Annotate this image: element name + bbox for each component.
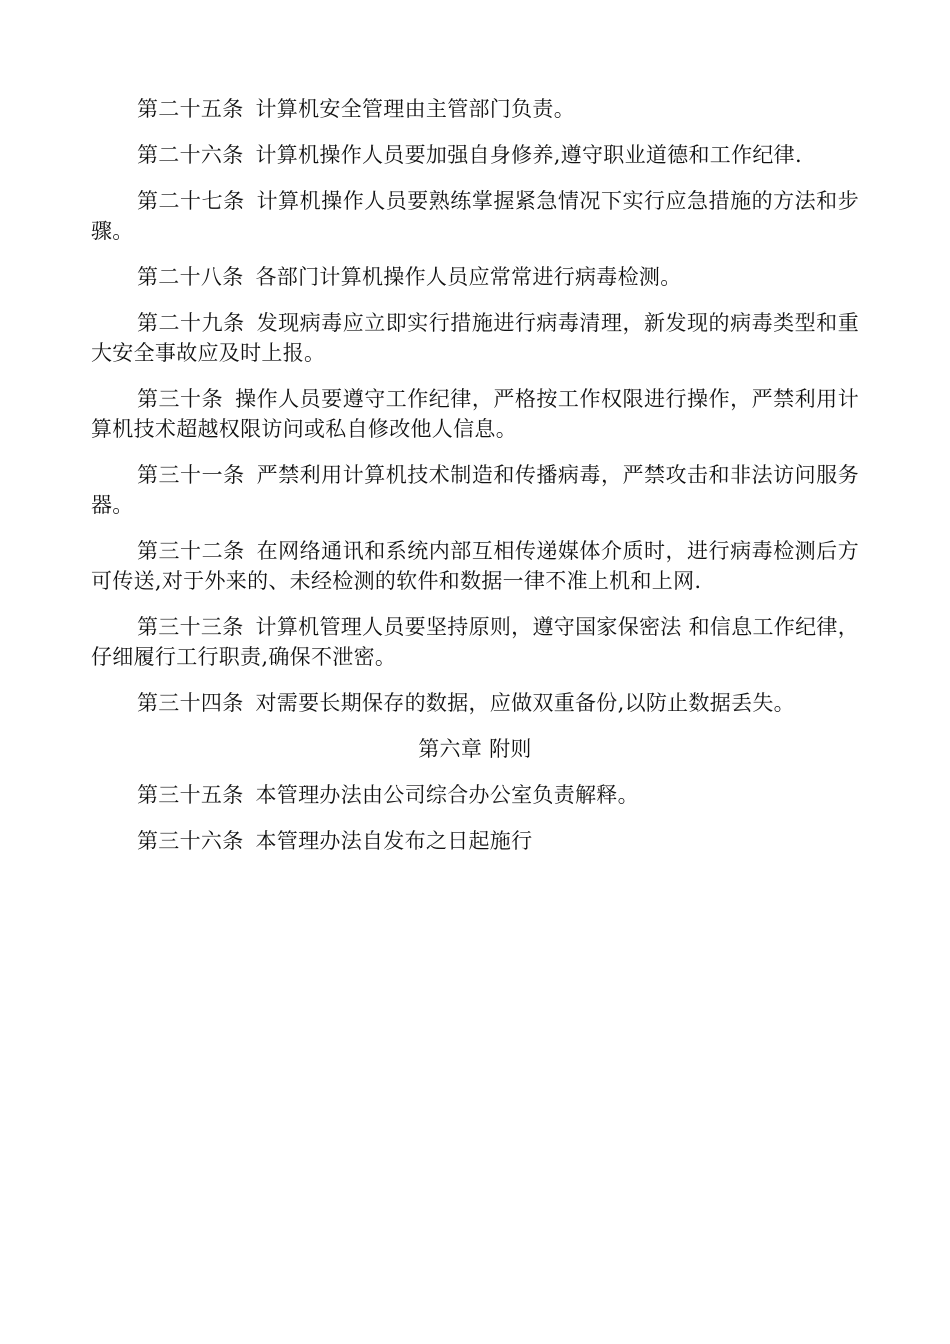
article-text: 各部门计算机操作人员应常常进行病毒检测。 xyxy=(255,265,682,289)
document-body xyxy=(91,94,859,872)
article-text: 在网络通讯和系统内部互相传递媒体介质时，进行病毒检测后方可传送,对于外来的、未经检测的软件和数据一律不准上机和上网. xyxy=(91,539,859,593)
article-text: 计算机管理人员要坚持原则，遵守国家保密法 和信息工作纪律，仔细履行工行职责,确保不泄密。 xyxy=(91,615,860,669)
article-35 xyxy=(91,780,859,810)
chapter-heading: 第六章 附则 xyxy=(418,737,532,761)
article-text: 计算机操作人员要加强自身修养,遵守职业道德和工作纪律. xyxy=(255,143,802,167)
article-number: 第三十六条 xyxy=(137,829,244,853)
article-25 xyxy=(91,94,859,124)
article-number: 第二十八条 xyxy=(137,265,244,289)
article-number: 第二十七条 xyxy=(137,189,245,213)
article-33 xyxy=(91,612,859,672)
article-29 xyxy=(91,308,859,368)
article-number: 第三十条 xyxy=(137,387,224,411)
article-26 xyxy=(91,140,859,170)
article-27 xyxy=(91,186,859,246)
article-text: 本管理办法由公司综合办公室负责解释。 xyxy=(255,783,639,807)
article-number: 第二十九条 xyxy=(137,311,245,335)
article-36 xyxy=(91,826,859,856)
article-text: 发现病毒应立即实行措施进行病毒清理，新发现的病毒类型和重大安全事故应及时上报。 xyxy=(91,311,859,365)
article-31 xyxy=(91,460,859,520)
article-number: 第三十二条 xyxy=(137,539,245,563)
article-text: 计算机操作人员要熟练掌握紧急情况下实行应急措施的方法和步骤。 xyxy=(91,189,859,243)
article-number: 第三十一条 xyxy=(137,463,245,487)
article-text: 操作人员要遵守工作纪律，严格按工作权限进行操作，严禁利用计算机技术超越权限访问或私自修改他人信息。 xyxy=(91,387,859,441)
article-text: 对需要长期保存的数据，应做双重备份,以防止数据丢失。 xyxy=(255,691,795,715)
article-text: 严禁利用计算机技术制造和传播病毒，严禁攻击和非法访问服务器。 xyxy=(91,463,859,517)
article-30 xyxy=(91,384,859,444)
article-text: 本管理办法自发布之日起施行 xyxy=(255,829,533,853)
article-text: 计算机安全管理由主管部门负责。 xyxy=(255,97,575,121)
article-32 xyxy=(91,536,859,596)
article-number: 第三十五条 xyxy=(137,783,244,807)
article-number: 第三十四条 xyxy=(137,691,244,715)
article-number: 第二十五条 xyxy=(137,97,244,121)
article-28 xyxy=(91,262,859,292)
article-number: 第二十六条 xyxy=(137,143,244,167)
article-34 xyxy=(91,688,859,718)
article-number: 第三十三条 xyxy=(137,615,244,639)
